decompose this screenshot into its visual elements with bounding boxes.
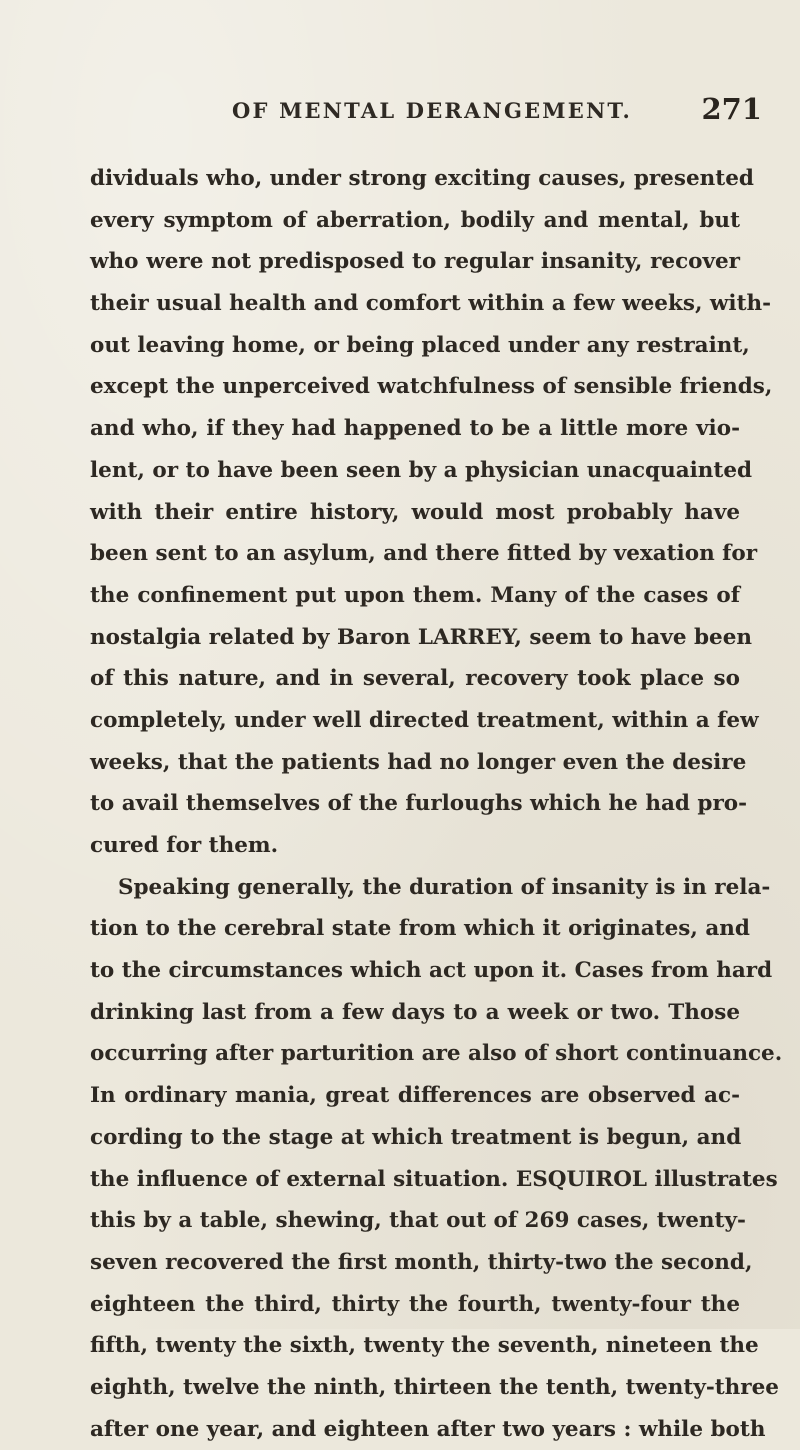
text-line: out leaving home, or being placed under any restraint, xyxy=(90,332,750,358)
text-line: with their entire history, would most probably have xyxy=(90,499,740,525)
text-line: eighteen the third, thirty the fourth, twenty-four the xyxy=(90,1291,740,1317)
body-text xyxy=(90,158,783,1450)
text-line: weeks, that the patients had no longer even the desire xyxy=(90,749,747,775)
text-line: to avail themselves of the furloughs which he had pro- xyxy=(90,791,748,817)
text-line: been sent to an asylum, and there fitted by vexation for xyxy=(90,541,758,567)
text-line: fifth, twenty the sixth, twenty the seventh, nineteen the xyxy=(90,1333,759,1359)
text-line: and who, if they had happened to be a little more vio- xyxy=(90,416,740,442)
text-line: seven recovered the first month, thirty-two the second, xyxy=(90,1249,753,1275)
text-line: In ordinary mania, great differences are observed ac- xyxy=(90,1083,740,1109)
paragraph-start-line: Speaking generally, the duration of insanity is in rela- xyxy=(118,874,771,900)
text-line: except the unperceived watchfulness of sensible friends, xyxy=(90,374,773,400)
text-line: drinking last from a few days to a week or two. Those xyxy=(90,999,740,1025)
text-line: their usual health and comfort within a few weeks, with- xyxy=(90,291,772,317)
page-number: 271 xyxy=(701,92,762,126)
paragraph-end-line: cured for them. xyxy=(90,833,279,858)
text-line: tion to the cerebral state from which it originates, and xyxy=(90,916,750,942)
text-line: eighth, twelve the ninth, thirteen the tenth, twenty-three xyxy=(90,1374,779,1400)
text-line: after one year, and eighteen after two years : while both xyxy=(90,1416,766,1442)
text-line: the influence of external situation. ESQUIROL illustrates xyxy=(90,1166,778,1192)
text-line: every symptom of aberration, bodily and mental, but xyxy=(90,207,740,233)
text-line: to the circumstances which act upon it. Cases from hard xyxy=(90,958,773,984)
text-line: completely, under well directed treatment, within a few xyxy=(90,707,759,733)
text-line: cording to the stage at which treatment is begun, and xyxy=(90,1124,742,1150)
page-header xyxy=(232,92,762,132)
text-line: this by a table, shewing, that out of 269 cases, twenty- xyxy=(90,1208,746,1234)
text-line: who were not predisposed to regular insanity, recover xyxy=(90,249,740,275)
text-line: dividuals who, under strong exciting causes, presented xyxy=(90,166,754,191)
text-line: lent, or to have been seen by a physician unacquainted xyxy=(90,457,753,483)
text-line: nostalgia related by Baron LARREY, seem to have been xyxy=(90,624,753,650)
text-line: the confinement put upon them. Many of the cases of xyxy=(90,582,740,608)
running-head: OF MENTAL DERANGEMENT. xyxy=(232,98,632,123)
text-line: of this nature, and in several, recovery took place so xyxy=(90,666,740,692)
text-line: occurring after parturition are also of short continuance. xyxy=(90,1041,783,1067)
